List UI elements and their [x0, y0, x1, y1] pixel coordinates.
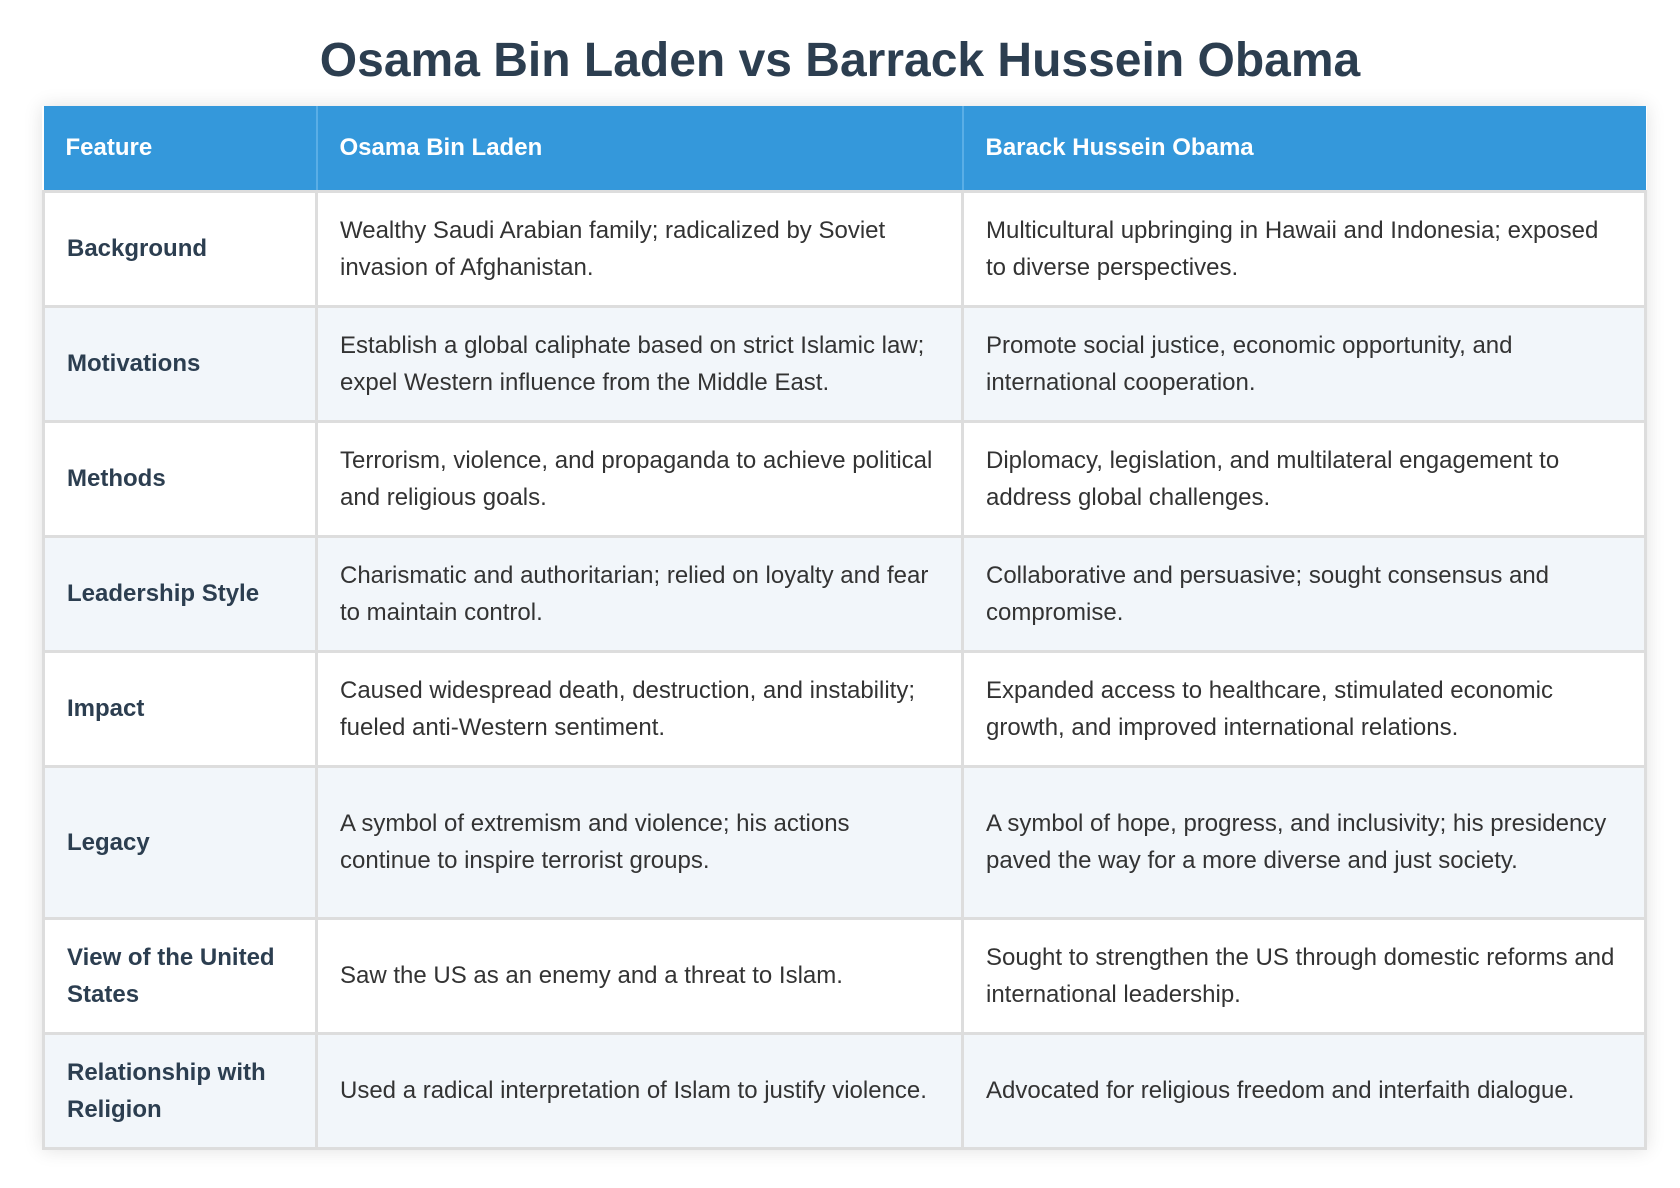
obama-cell: Sought to strengthen the US through domestic reforms and international leadership.	[963, 918, 1646, 1033]
feature-cell: View of the United States	[44, 918, 317, 1033]
feature-cell: Leadership Style	[44, 536, 317, 651]
osama-cell: Saw the US as an enemy and a threat to Islam.	[317, 918, 963, 1033]
osama-cell: A symbol of extremism and violence; his actions continue to inspire terrorist groups.	[317, 766, 963, 918]
obama-cell: Expanded access to healthcare, stimulated economic growth, and improved international relations.	[963, 651, 1646, 766]
feature-cell: Background	[44, 191, 317, 306]
table-row	[44, 1033, 1646, 1148]
table-row	[44, 918, 1646, 1033]
feature-cell: Impact	[44, 651, 317, 766]
osama-cell: Terrorism, violence, and propaganda to achieve political and religious goals.	[317, 421, 963, 536]
osama-cell: Charismatic and authoritarian; relied on loyalty and fear to maintain control.	[317, 536, 963, 651]
feature-cell: Methods	[44, 421, 317, 536]
comparison-table	[42, 106, 1647, 1150]
header-osama: Osama Bin Laden	[317, 106, 963, 191]
table-row	[44, 766, 1646, 918]
table-row	[44, 306, 1646, 421]
obama-cell: Promote social justice, economic opportunity, and international cooperation.	[963, 306, 1646, 421]
osama-cell: Used a radical interpretation of Islam to justify violence.	[317, 1033, 963, 1148]
table-row	[44, 191, 1646, 306]
feature-cell: Relationship with Religion	[44, 1033, 317, 1148]
table-row	[44, 536, 1646, 651]
feature-cell: Legacy	[44, 766, 317, 918]
osama-cell: Wealthy Saudi Arabian family; radicalized by Soviet invasion of Afghanistan.	[317, 191, 963, 306]
table-header-row	[44, 106, 1646, 191]
feature-cell: Motivations	[44, 306, 317, 421]
table-row	[44, 421, 1646, 536]
table-row	[44, 651, 1646, 766]
osama-cell: Caused widespread death, destruction, and instability; fueled anti-Western sentiment.	[317, 651, 963, 766]
obama-cell: A symbol of hope, progress, and inclusivity; his presidency paved the way for a more diverse and just society.	[963, 766, 1646, 918]
obama-cell: Collaborative and persuasive; sought consensus and compromise.	[963, 536, 1646, 651]
osama-cell: Establish a global caliphate based on strict Islamic law; expel Western influence from the Middle East.	[317, 306, 963, 421]
obama-cell: Advocated for religious freedom and interfaith dialogue.	[963, 1033, 1646, 1148]
header-feature: Feature	[44, 106, 317, 191]
obama-cell: Diplomacy, legislation, and multilateral engagement to address global challenges.	[963, 421, 1646, 536]
page-title: Osama Bin Laden vs Barrack Hussein Obama	[319, 34, 1361, 87]
obama-cell: Multicultural upbringing in Hawaii and Indonesia; exposed to diverse perspectives.	[963, 191, 1646, 306]
header-obama: Barack Hussein Obama	[963, 106, 1646, 191]
